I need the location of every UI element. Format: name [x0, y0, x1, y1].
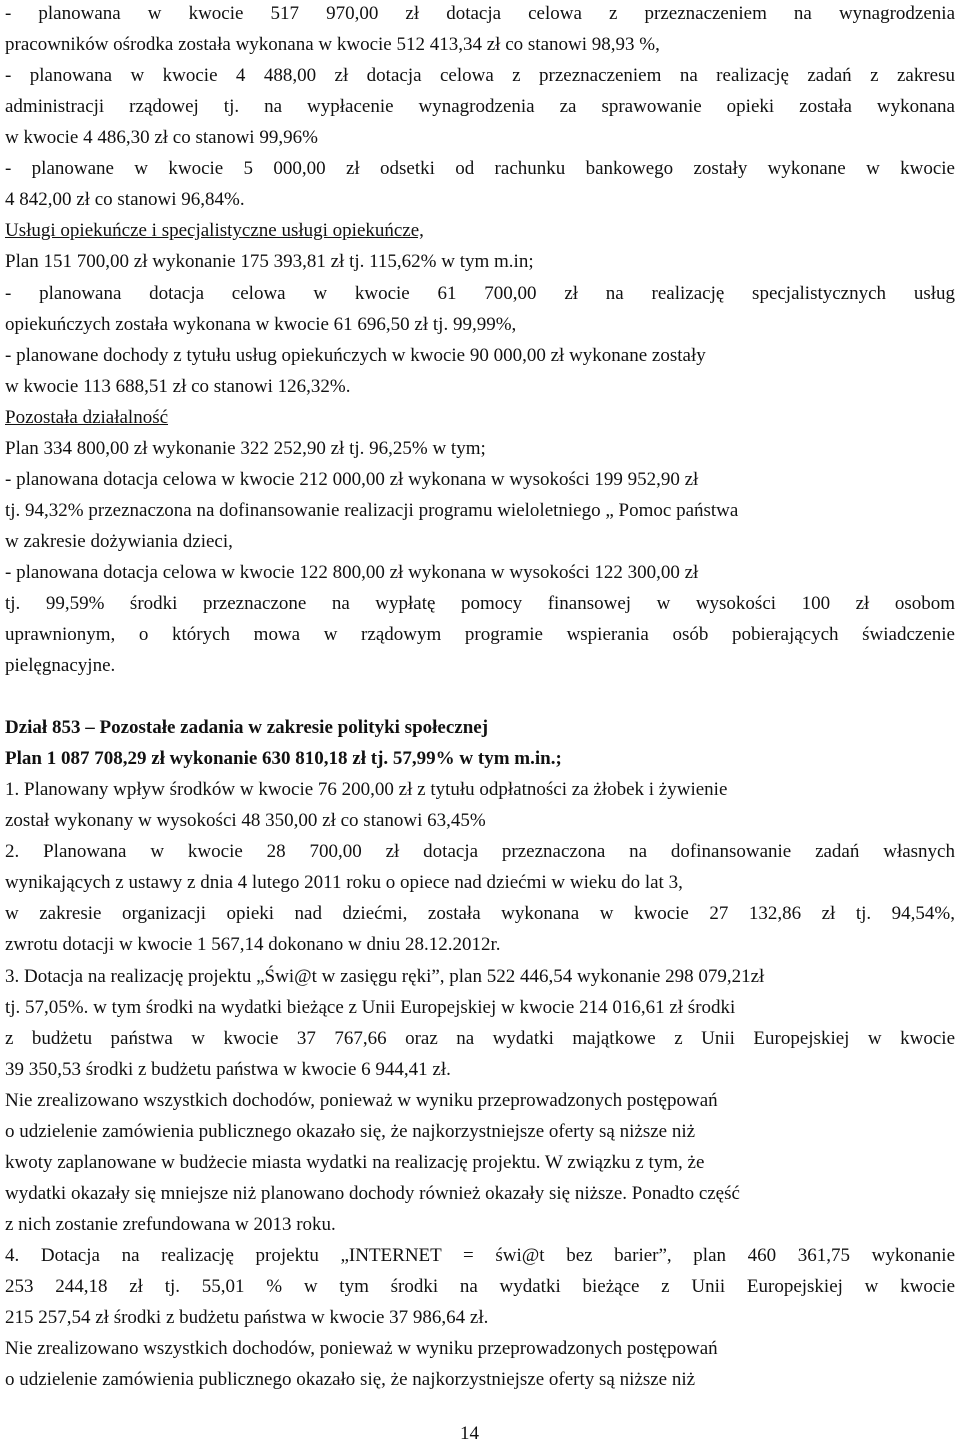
text-line: 215 257,54 zł środki z budżetu państwa w kwocie 37 986,64 zł. — [5, 1307, 489, 1328]
text-line: - planowana w kwocie 517 970,00 zł dotacja celowa z przeznaczeniem na wynagrodzenia — [5, 3, 955, 24]
text-line: Nie zrealizowano wszystkich dochodów, ponieważ w wyniku przeprowadzonych postępowań — [5, 1090, 718, 1111]
text-line: 3. Dotacja na realizację projektu „Świ@t w zasięgu ręki”, plan 522 446,54 wykonanie 298 079,21zł — [5, 966, 765, 987]
section-heading: Pozostała działalność — [5, 407, 169, 428]
text-line: uprawnionym, o których mowa w rządowym programie wspierania osób pobierających świadczenie — [5, 624, 955, 645]
text-line: zwrotu dotacji w kwocie 1 567,14 dokonano w dniu 28.12.2012r. — [5, 934, 501, 955]
text-line: - planowana dotacja celowa w kwocie 122 800,00 zł wykonana w wysokości 122 300,00 zł — [5, 562, 699, 583]
text-line: pracowników ośrodka została wykonana w kwocie 512 413,34 zł co stanowi 98,93 %, — [5, 34, 660, 55]
text-line: 4. Dotacja na realizację projektu „INTERNET = świ@t bez barier”, plan 460 361,75 wykonanie — [5, 1245, 955, 1266]
plan-summary: Plan 1 087 708,29 zł wykonanie 630 810,18 zł tj. 57,99% w tym m.in.; — [5, 748, 562, 769]
text-line: - planowane w kwocie 5 000,00 zł odsetki od rachunku bankowego zostały wykonane w kwocie — [5, 158, 955, 179]
text-line: w zakresie dożywiania dzieci, — [5, 531, 233, 552]
text-line: w zakresie organizacji opieki nad dziećmi, została wykonana w kwocie 27 132,86 zł tj. 94,54%, — [5, 903, 955, 924]
text-line: 2. Planowana w kwocie 28 700,00 zł dotacja przeznaczona na dofinansowanie zadań własnych — [5, 841, 955, 862]
text-line: o udzielenie zamówienia publicznego okazało się, że najkorzystniejsze oferty są niższe niż — [5, 1369, 696, 1390]
text-line: administracji rządowej tj. na wypłacenie wynagrodzenia za sprawowanie opieki została wykonana — [5, 96, 955, 117]
text-line: Plan 151 700,00 zł wykonanie 175 393,81 zł tj. 115,62% w tym m.in; — [5, 251, 534, 272]
text-line: tj. 94,32% przeznaczona na dofinansowanie realizacji programu wieloletniego „ Pomoc państwa — [5, 500, 739, 521]
text-line: 253 244,18 zł tj. 55,01 % w tym środki na wydatki bieżące z Unii Europejskiej w kwocie — [5, 1276, 955, 1297]
text-line: - planowana dotacja celowa w kwocie 212 000,00 zł wykonana w wysokości 199 952,90 zł — [5, 469, 699, 490]
text-line: 4 842,00 zł co stanowi 96,84%. — [5, 189, 245, 210]
text-line: tj. 57,05%. w tym środki na wydatki bieżące z Unii Europejskiej w kwocie 214 016,61 zł środki — [5, 997, 736, 1018]
section-heading: Dział 853 – Pozostałe zadania w zakresie polityki społecznej — [5, 717, 489, 738]
text-line: kwoty zaplanowane w budżecie miasta wydatki na realizację projektu. W związku z tym, że — [5, 1152, 705, 1173]
text-line: - planowana w kwocie 4 488,00 zł dotacja celowa z przeznaczeniem na realizację zadań z zakresu — [5, 65, 955, 86]
text-line: został wykonany w wysokości 48 350,00 zł co stanowi 63,45% — [5, 810, 486, 831]
text-line: - planowane dochody z tytułu usług opiekuńczych w kwocie 90 000,00 zł wykonane zostały — [5, 345, 706, 366]
text-line: z budżetu państwa w kwocie 37 767,66 oraz na wydatki majątkowe z Unii Europejskiej w kwocie — [5, 1028, 955, 1049]
text-line: o udzielenie zamówienia publicznego okazało się, że najkorzystniejsze oferty są niższe niż — [5, 1121, 696, 1142]
text-line: tj. 99,59% środki przeznaczone na wypłatę pomocy finansowej w wysokości 100 zł osobom — [5, 593, 955, 614]
text-line: Plan 334 800,00 zł wykonanie 322 252,90 zł tj. 96,25% w tym; — [5, 438, 486, 459]
text-line: 1. Planowany wpływ środków w kwocie 76 200,00 zł z tytułu odpłatności za żłobek i żywienie — [5, 779, 728, 800]
text-line: - planowana dotacja celowa w kwocie 61 700,00 zł na realizację specjalistycznych usług — [5, 283, 955, 304]
text-line: wydatki okazały się mniejsze niż planowano dochody również okazały się niższe. Ponadto część — [5, 1183, 740, 1204]
section-heading: Usługi opiekuńcze i specjalistyczne usługi opiekuńcze, — [5, 220, 424, 241]
page-number: 14 — [460, 1423, 479, 1444]
text-line: wynikających z ustawy z dnia 4 lutego 2011 roku o opiece nad dziećmi w wieku do lat 3, — [5, 872, 683, 893]
text-line: pielęgnacyjne. — [5, 655, 116, 676]
text-line: w kwocie 4 486,30 zł co stanowi 99,96% — [5, 127, 318, 148]
text-line: 39 350,53 środki z budżetu państwa w kwocie 6 944,41 zł. — [5, 1059, 451, 1080]
text-line: Nie zrealizowano wszystkich dochodów, ponieważ w wyniku przeprowadzonych postępowań — [5, 1338, 718, 1359]
text-line: z nich zostanie zrefundowana w 2013 roku. — [5, 1214, 336, 1235]
text-line: w kwocie 113 688,51 zł co stanowi 126,32%. — [5, 376, 351, 397]
text-line: opiekuńczych została wykonana w kwocie 61 696,50 zł tj. 99,99%, — [5, 314, 517, 335]
